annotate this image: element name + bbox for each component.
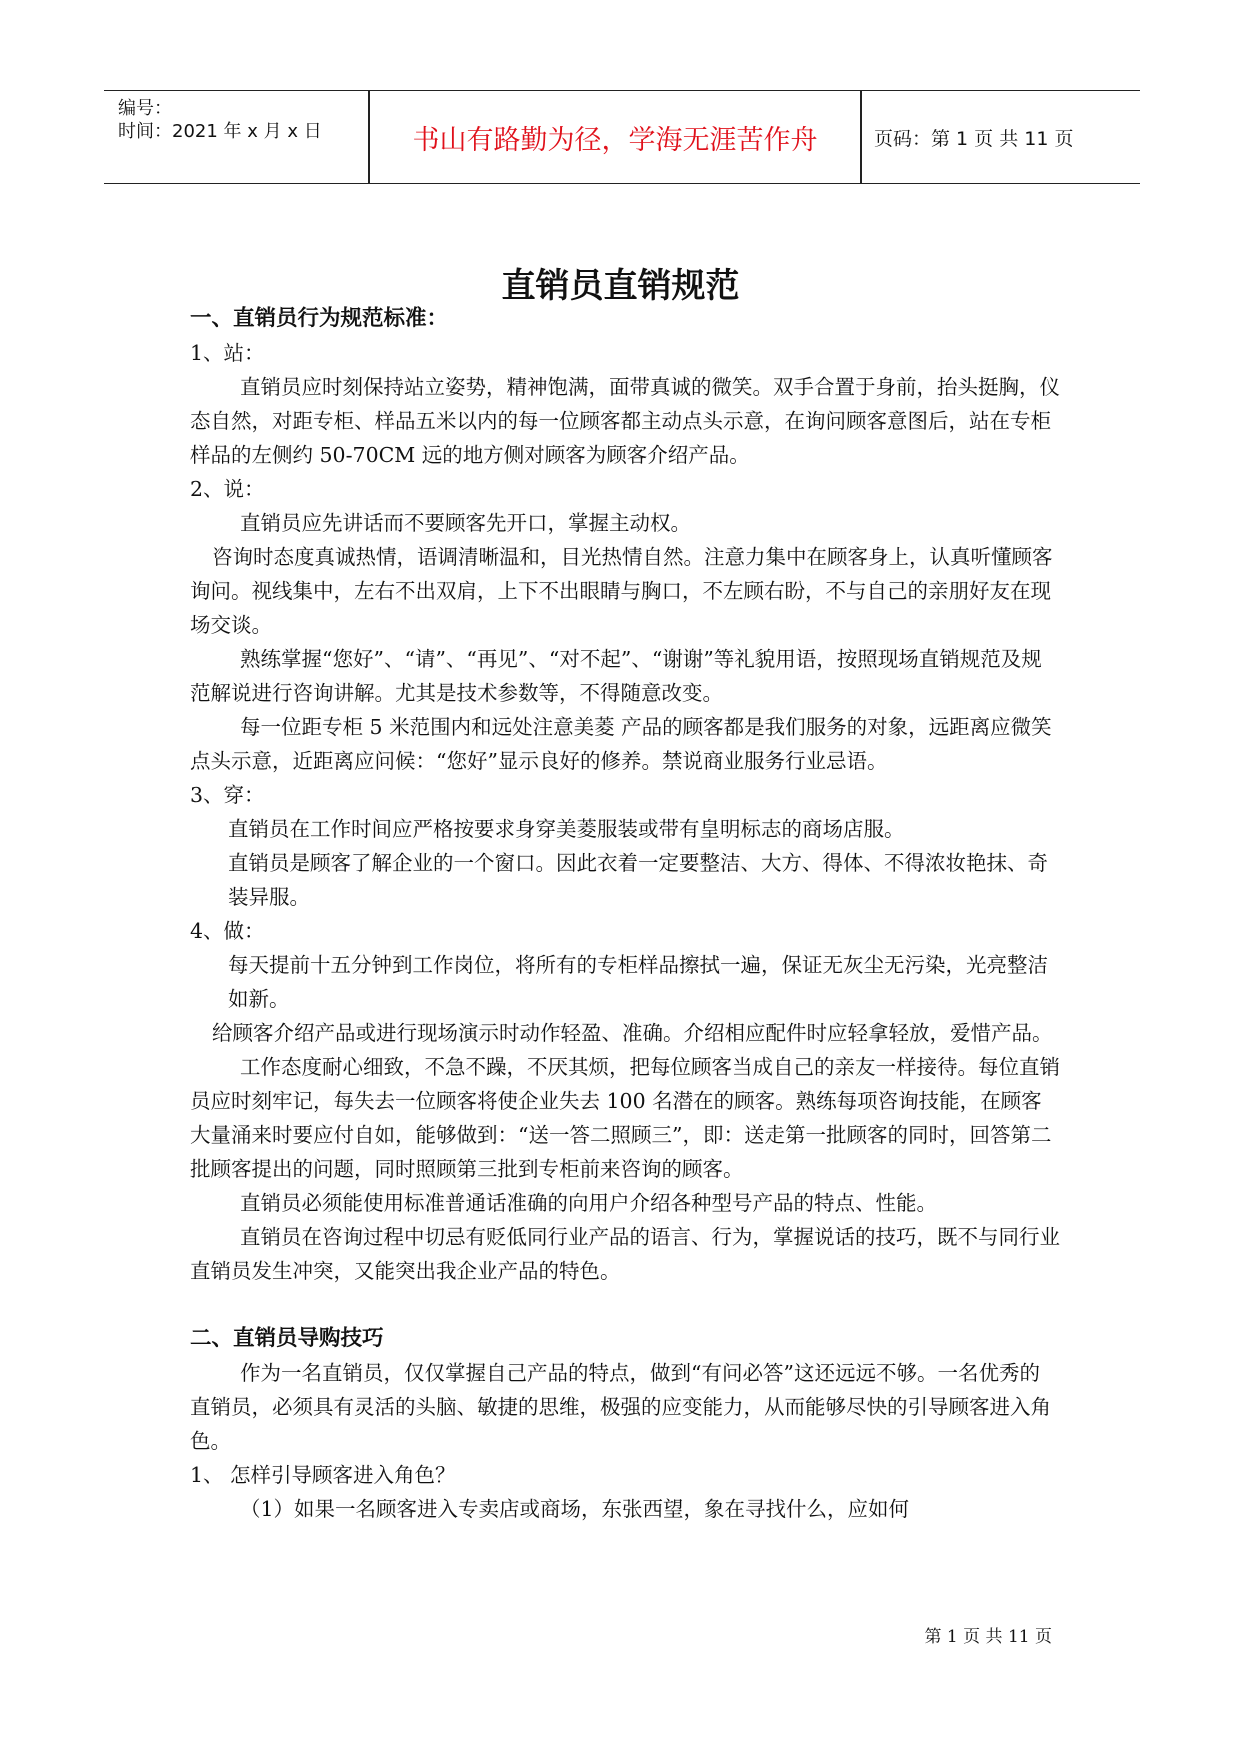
paragraph: 直销员应时刻保持站立姿势，精神饱满，面带真诚的微笑。双手合置于身前，抬头挺胸，仪态自然，对距专柜、样品五米以内的每一位顾客都主动点头示意，在询问顾客意图后，站在专柜样品的左侧约 50-70CM 远的地方侧对顾客为顾客介绍产品。 xyxy=(190,375,1060,467)
subsection-label: 3、穿： xyxy=(190,783,265,807)
subsection-label: 4、做： xyxy=(190,919,265,943)
question-heading: 1、 怎样引导顾客进入角色？ xyxy=(190,1463,456,1487)
section-heading: 二、直销员导购技巧 xyxy=(190,1326,384,1351)
paragraph: 工作态度耐心细致，不急不躁，不厌其烦，把每位顾客当成自己的亲友一样接待。每位直销员应时刻牢记，每失去一位顾客将使企业失去 100 名潜在的顾客。熟练每项咨询技能，在顾客大量涌来时要应付自如，能够做到：“送一答二照顾三”，即：送走第一批顾客的同时，回答第二批顾客提出的问题，同时照顾第三批到专柜前来咨询的顾客。 xyxy=(190,1055,1060,1181)
paragraph: （1）如果一名顾客进入专卖店或商场，东张西望，象在寻找什么，应如何 xyxy=(240,1497,910,1521)
paragraph: 熟练掌握“您好”、“请”、“再见”、“对不起”、“谢谢”等礼貌用语，按照现场直销规范及规范解说进行咨询讲解。尤其是技术参数等，不得随意改变。 xyxy=(190,647,1042,705)
document-number-label: 编号： xyxy=(118,98,172,119)
paragraph: 给顾客介绍产品或进行现场演示时动作轻盈、准确。介绍相应配件时应轻拿轻放，爱惜产品。 xyxy=(212,1021,1053,1045)
page-footer: 第 1 页 共 11 页 xyxy=(924,1627,1052,1647)
paragraph: 每天提前十五分钟到工作岗位，将所有的专柜样品擦拭一遍，保证无灰尘无污染，光亮整洁如新。 xyxy=(228,953,1048,1011)
document-time-label: 时间：2021 年 x 月 x 日 xyxy=(118,121,322,142)
header-page-info: 页码：第 1 页 共 11 页 xyxy=(874,127,1074,150)
paragraph: 直销员是顾客了解企业的一个窗口。因此衣着一定要整洁、大方、得体、不得浓妆艳抹、奇装异服。 xyxy=(228,851,1048,909)
paragraph: 咨询时态度真诚热情，语调清晰温和，目光热情自然。注意力集中在顾客身上，认真听懂顾客询问。视线集中，左右不出双肩，上下不出眼睛与胸口，不左顾右盼，不与自己的亲朋好友在现场交谈。 xyxy=(190,545,1053,637)
page-header xyxy=(104,90,1140,184)
paragraph: 直销员必须能使用标准普通话准确的向用户介绍各种型号产品的特点、性能。 xyxy=(240,1191,937,1215)
paragraph: 直销员应先讲话而不要顾客先开口，掌握主动权。 xyxy=(240,511,691,535)
paragraph: 作为一名直销员，仅仅掌握自己产品的特点，做到“有问必答”这还远远不够。一名优秀的直销员，必须具有灵活的头脑、敏捷的思维，极强的应变能力，从而能够尽快的引导顾客进入角色。 xyxy=(190,1361,1051,1453)
section-heading: 一、直销员行为规范标准： xyxy=(190,306,449,331)
paragraph: 直销员在工作时间应严格按要求身穿美菱服装或带有皇明标志的商场店服。 xyxy=(228,817,905,841)
document-title: 直销员直销规范 xyxy=(501,266,740,306)
subsection-label: 2、说： xyxy=(190,477,265,501)
document-body xyxy=(190,302,1060,1526)
paragraph: 直销员在咨询过程中切忌有贬低同行业产品的语言、行为，掌握说话的技巧，既不与同行业直销员发生冲突，又能突出我企业产品的特色。 xyxy=(190,1225,1060,1283)
header-divider xyxy=(860,91,862,183)
subsection-label: 1、站： xyxy=(190,341,265,365)
header-motto: 书山有路勤为径，学海无涯苦作舟 xyxy=(412,124,818,156)
paragraph: 每一位距专柜 5 米范围内和远处注意美菱 产品的顾客都是我们服务的对象，远距离应微笑点头示意，近距离应问候：“您好”显示良好的修养。禁说商业服务行业忌语。 xyxy=(190,715,1052,773)
header-meta xyxy=(118,97,358,143)
